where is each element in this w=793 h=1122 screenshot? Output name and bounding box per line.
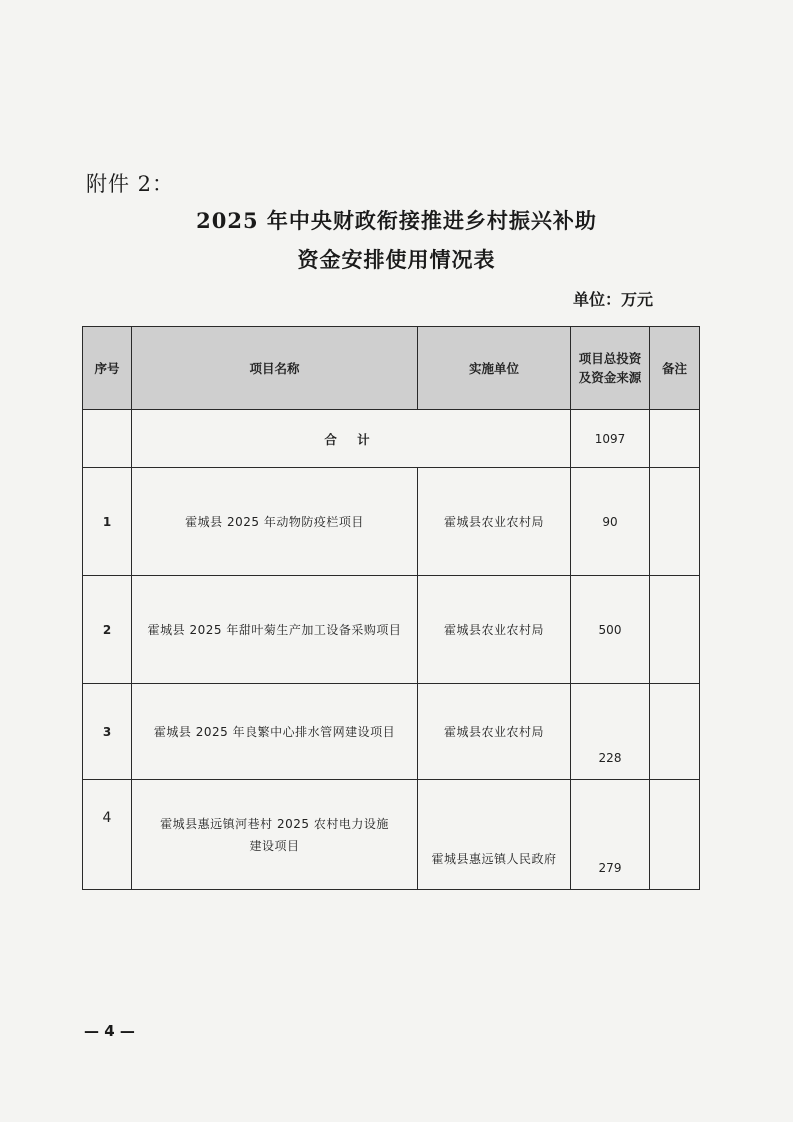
row-project-name: 霍城县 2025 年动物防疫栏项目 [132, 468, 418, 576]
header-implementing-unit: 实施单位 [418, 327, 571, 410]
document-title-line2: 资金安排使用情况表 [297, 247, 496, 272]
row-amount: 228 [571, 684, 650, 780]
total-remark-cell [650, 410, 700, 468]
document-title-line1: 2025 年中央财政衔接推进乡村振兴补助 [196, 208, 597, 233]
header-investment-line2: 及资金来源 [578, 370, 642, 385]
row-seq: 2 [83, 576, 132, 684]
row-project-name-line2: 建设项目 [249, 838, 300, 853]
row-implementing-unit: 霍城县惠远镇人民政府 [418, 780, 571, 890]
row-project-name [132, 780, 418, 890]
header-investment [571, 327, 650, 410]
row-project-name: 霍城县 2025 年甜叶菊生产加工设备采购项目 [132, 576, 418, 684]
unit-label: 单位：万元 [572, 290, 653, 309]
row-remark [650, 468, 700, 576]
page-number: — 4 — [84, 1022, 135, 1040]
row-amount: 90 [571, 468, 650, 576]
table-row [83, 468, 700, 576]
table-row-total [83, 410, 700, 468]
header-seq: 序号 [83, 327, 132, 410]
row-remark [650, 684, 700, 780]
total-seq-cell [83, 410, 132, 468]
table-row [83, 684, 700, 780]
row-implementing-unit: 霍城县农业农村局 [418, 576, 571, 684]
funds-table [82, 326, 700, 890]
table-header-row [83, 327, 700, 410]
header-investment-line1: 项目总投资 [578, 351, 642, 366]
row-amount: 500 [571, 576, 650, 684]
attachment-label: 附件 2： [86, 172, 175, 196]
row-seq: 1 [83, 468, 132, 576]
row-project-name: 霍城县 2025 年良繁中心排水管网建设项目 [132, 684, 418, 780]
total-value: 1097 [571, 410, 650, 468]
row-project-name-line1: 霍城县惠远镇河巷村 2025 农村电力设施 [160, 816, 389, 831]
row-remark [650, 576, 700, 684]
row-seq: 4 [83, 780, 132, 890]
total-label: 合 计 [132, 410, 571, 468]
table-row [83, 780, 700, 890]
row-remark [650, 780, 700, 890]
row-seq: 3 [83, 684, 132, 780]
row-amount: 279 [571, 780, 650, 890]
header-project-name: 项目名称 [132, 327, 418, 410]
row-implementing-unit: 霍城县农业农村局 [418, 684, 571, 780]
header-remark: 备注 [650, 327, 700, 410]
table-row [83, 576, 700, 684]
row-implementing-unit: 霍城县农业农村局 [418, 468, 571, 576]
